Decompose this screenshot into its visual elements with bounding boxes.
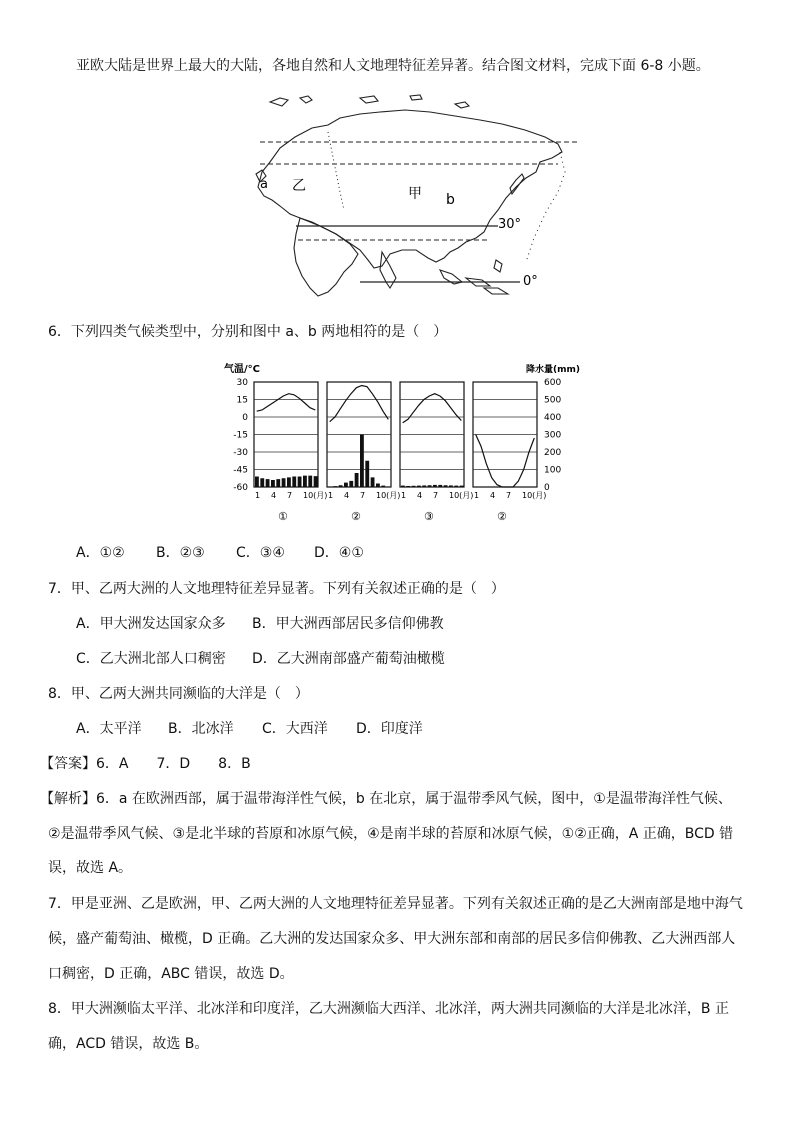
- left-tick-label: 15: [236, 395, 248, 406]
- precip-bar: [454, 486, 458, 487]
- precip-bar: [412, 486, 416, 487]
- right-axis-title: 降水量(mm): [526, 365, 580, 375]
- east-dotted-line: [526, 152, 565, 262]
- month-tick-label: 1: [474, 491, 480, 500]
- climate-panels: [254, 382, 546, 523]
- precip-bar: [449, 485, 453, 487]
- right-tick-label: 100: [544, 465, 562, 476]
- analysis-line-7: 8．甲大洲濒临太平洋、北冰洋和印度洋，乙大洲濒临大西洋、北冰洋，两大洲共同濒临的大洋是北冰洋，B 正: [48, 1001, 729, 1017]
- month-tick-label: 7: [506, 491, 512, 500]
- temp-curve: [330, 386, 389, 422]
- precip-bar: [365, 461, 369, 487]
- temp-curve: [257, 394, 316, 412]
- precip-bar: [428, 485, 432, 487]
- island-north-1: [270, 98, 288, 106]
- precip-bar: [422, 485, 426, 487]
- left-tick-label: 30: [236, 378, 248, 388]
- label-a: a: [260, 177, 268, 192]
- right-tick-label: 200: [544, 448, 562, 458]
- precip-bar: [287, 477, 291, 487]
- precip-bar: [360, 435, 364, 488]
- month-tick-label: 4: [417, 491, 423, 500]
- analysis-line-8: 确，ACD 错误，故选 B。: [48, 1036, 209, 1052]
- right-tick-label: 400: [544, 413, 562, 423]
- label-lat-0: 0°: [523, 274, 538, 289]
- right-tick-label: 500: [544, 395, 562, 406]
- precip-bar: [271, 480, 275, 487]
- answer-label: 【答案】: [40, 756, 96, 772]
- precip-bar: [376, 484, 380, 488]
- q8-stem: 8．甲、乙两大洲共同濒临的大洋是（ ）: [48, 686, 309, 702]
- ural-boundary: [328, 132, 344, 210]
- precip-bar: [260, 478, 264, 487]
- analysis-label: 【解析】: [40, 791, 96, 807]
- left-tick-label: -30: [233, 448, 248, 458]
- answer-line: [40, 754, 251, 774]
- precip-bar: [292, 477, 296, 488]
- precip-bar: [406, 486, 410, 487]
- island-philippines: [494, 260, 502, 272]
- month-tick-label: 7: [433, 491, 439, 500]
- month-tick-label: 1: [328, 491, 334, 500]
- precip-bar: [444, 485, 448, 487]
- label-yi: 乙: [292, 178, 306, 194]
- precip-bar: [344, 483, 348, 487]
- precip-bar: [276, 479, 280, 487]
- analysis-text-1: 6．a 在欧洲西部，属于温带海洋性气候，b 在北京，属于温带季风气候，图中，①是温带海洋性气候、: [96, 791, 732, 807]
- month-tick-label: 4: [490, 491, 496, 500]
- climate-panel-1: [254, 382, 327, 523]
- left-tick-label: 0: [242, 413, 248, 423]
- precip-bar: [417, 486, 421, 487]
- panel-label: ①: [278, 510, 288, 523]
- month-tick-label: 4: [271, 491, 277, 500]
- panel-label: ③: [424, 510, 434, 523]
- q7-option-d[interactable]: D．乙大洲南部盛产葡萄油橄榄: [252, 651, 445, 667]
- precip-bar: [339, 485, 343, 487]
- right-tick-label: 0: [544, 483, 550, 493]
- analysis-line-4: 7．甲是亚洲、乙是欧洲，甲、乙两大洲的人文地理特征差异显著。下列有关叙述正确的是乙大洲南部是地中海气: [48, 896, 743, 912]
- analysis-line-5: 候，盛产葡萄油、橄榄，D 正确。乙大洲的发达国家众多、甲大洲东部和南部的居民多信仰佛教、乙大洲西部人: [48, 931, 736, 947]
- precip-bar: [381, 486, 385, 487]
- intro-text: 亚欧大陆是世界上最大的大陆，各地自然和人文地理特征差异著。结合图文材料，完成下面 6-8 小题。: [76, 58, 710, 74]
- right-tick-label: 600: [544, 378, 562, 388]
- island-north-4: [410, 95, 422, 100]
- left-tick-label: -45: [233, 465, 248, 476]
- climate-panel-3: [400, 382, 473, 523]
- q7-option-c[interactable]: C．乙大洲北部人口稠密: [76, 651, 226, 667]
- panel-label: ②: [351, 510, 361, 523]
- island-sea-3: [484, 288, 508, 294]
- precip-bar: [349, 481, 353, 487]
- q7-option-b[interactable]: B．甲大洲西部居民多信仰佛教: [252, 616, 444, 632]
- label-lat-30: 30°: [498, 217, 522, 232]
- analysis-line-2: ②是温带季风气候、③是北半球的苔原和冰原气候，④是南半球的苔原和冰原气候，①②正确，A 正确，BCD 错: [48, 826, 734, 842]
- analysis-line-6: 口稠密，D 正确，ABC 错误，故选 D。: [48, 966, 294, 982]
- precip-bar: [303, 476, 307, 487]
- q8-option-a[interactable]: A．太平洋: [76, 721, 142, 737]
- precip-bar: [460, 486, 464, 487]
- precip-bar: [298, 477, 302, 488]
- precip-bar: [314, 476, 318, 487]
- precip-bar: [255, 477, 259, 488]
- climate-panel-4: [473, 382, 546, 523]
- q6-option-b[interactable]: B．②③: [156, 545, 205, 561]
- precip-bar: [387, 486, 391, 487]
- month-tick-label: 1: [401, 491, 407, 500]
- climate-chart: [222, 362, 584, 527]
- temp-curve: [476, 435, 535, 488]
- month-tick-label: 10(月): [303, 491, 328, 500]
- temp-curve: [403, 394, 462, 423]
- left-tick-label: -60: [233, 483, 248, 493]
- island-north-2: [300, 96, 312, 103]
- left-axis-title: 气温/°C: [224, 364, 260, 375]
- q8-option-b[interactable]: B．北冰洋: [168, 721, 234, 737]
- precip-bar: [433, 485, 437, 487]
- africa-outline: [294, 218, 358, 296]
- q6-option-a[interactable]: A．①②: [76, 545, 125, 561]
- answer-text: 6．A 7．D 8．B: [96, 756, 251, 772]
- island-north-3: [360, 96, 378, 103]
- eurasia-map: [240, 92, 585, 302]
- precip-bar: [266, 479, 270, 487]
- climate-panel-2: [327, 382, 400, 523]
- month-tick-label: 7: [360, 491, 366, 500]
- precip-bar: [333, 486, 337, 487]
- month-tick-label: 10(月): [376, 491, 401, 500]
- precip-bar: [282, 478, 286, 487]
- panel-label: ②: [497, 510, 507, 523]
- month-tick-label: 7: [287, 491, 293, 500]
- q8-option-d[interactable]: D．印度洋: [356, 721, 423, 737]
- analysis-line-1: [40, 789, 732, 809]
- q7-stem: 7．甲、乙两大洲的人文地理特征差异显著。下列有关叙述正确的是（ ）: [48, 581, 505, 597]
- q8-option-c[interactable]: C．大西洋: [262, 721, 328, 737]
- month-tick-label: 4: [344, 491, 350, 500]
- precip-bar: [355, 473, 359, 487]
- q7-option-a[interactable]: A．甲大洲发达国家众多: [76, 616, 226, 632]
- precip-bar: [308, 476, 312, 487]
- month-tick-label: 1: [255, 491, 261, 500]
- analysis-line-3: 误，故选 A。: [48, 860, 133, 876]
- q6-option-c[interactable]: C．③④: [236, 545, 285, 561]
- precip-bar: [438, 485, 442, 487]
- month-tick-label: 10(月): [449, 491, 474, 500]
- precip-bar: [401, 486, 405, 487]
- left-ticks: [233, 378, 248, 493]
- month-tick-label: 10(月): [522, 491, 547, 500]
- precip-bar: [328, 486, 332, 487]
- right-ticks: [544, 378, 561, 493]
- island-north-5: [455, 102, 469, 108]
- label-jia: 甲: [408, 186, 422, 202]
- label-b: b: [446, 192, 455, 208]
- q6-stem: 6．下列四类气候类型中，分别和图中 a、b 两地相符的是（ ）: [48, 324, 448, 340]
- left-tick-label: -15: [233, 430, 248, 441]
- precip-bar: [371, 477, 375, 487]
- right-tick-label: 300: [544, 430, 562, 441]
- q6-option-d[interactable]: D．④①: [314, 545, 364, 561]
